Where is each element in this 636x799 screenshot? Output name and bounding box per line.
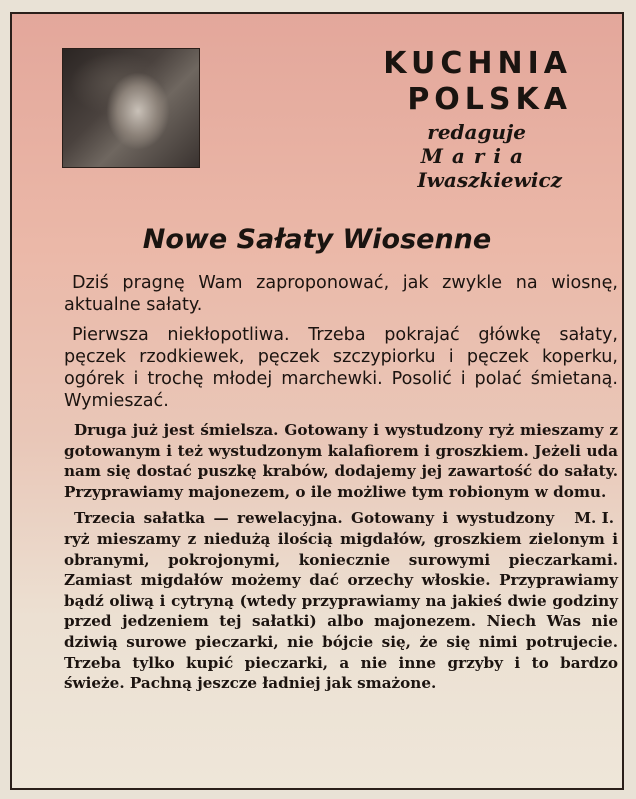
editor-credit-line2: Maria bbox=[420, 144, 532, 168]
article-headline: Nowe Sałaty Wiosenne bbox=[142, 224, 492, 255]
newspaper-clipping bbox=[10, 12, 624, 790]
first-salad-paragraph: Pierwsza niekłopotliwa. Trzeba pokrajać główkę sałaty, pęczek rzodkiewek, pęczek szczypiorku i pęczek koperku, ogórek i trochę młodej marchewki. Posolić i polać śmietaną. Wymieszać. bbox=[64, 325, 618, 411]
article-body bbox=[64, 272, 618, 700]
third-salad-text: Trzecia sałatka — rewelacyjna. Gotowany i wystudzony ryż mieszamy z niedużą ilością migdałów, groszkiem zielonym i obranymi, pokrojonymi, koniecznie surowymi pieczarkami. Zamiast migdałów możemy dać orzechy włoskie. Przyprawiamy bądź oliwą i cytryną (wtedy przyprawiamy na jakieś dwie godziny przed jedzeniem tej sałatki) albo majonezem. Niech Was nie dziwią surowe pieczarki, nie bójcie się, że się nimi potrujecie. Trzeba tylko kupić pieczarki, a nie inne grzyby i to bardzo świeże. Pachną jeszcze ładniej jak smażone. bbox=[64, 509, 618, 693]
column-masthead bbox=[312, 46, 572, 192]
intro-paragraph: Dziś pragnę Wam zaproponować, jak zwykle na wiosnę, aktualne sałaty. bbox=[64, 273, 618, 315]
second-salad-paragraph: Druga już jest śmielsza. Gotowany i wystudzony ryż mieszamy z gotowanym i też wystudzonym kalafiorem i groszkiem. Jeżeli uda nam się dostać puszkę krabów, dodajemy jej zawartość do sałaty. Przyprawiamy majonezem, o ile możliwe tym robionym w domu. bbox=[64, 421, 618, 501]
column-title-line2: POLSKA bbox=[407, 82, 572, 117]
editor-credit-line3: Iwaszkiewicz bbox=[417, 168, 562, 192]
editor-credit-line1: redaguje bbox=[427, 120, 526, 144]
author-signature: M. I. bbox=[574, 509, 614, 528]
author-photo bbox=[62, 48, 200, 168]
third-salad-paragraph bbox=[64, 508, 618, 693]
column-title-line1: KUCHNIA bbox=[383, 46, 572, 81]
